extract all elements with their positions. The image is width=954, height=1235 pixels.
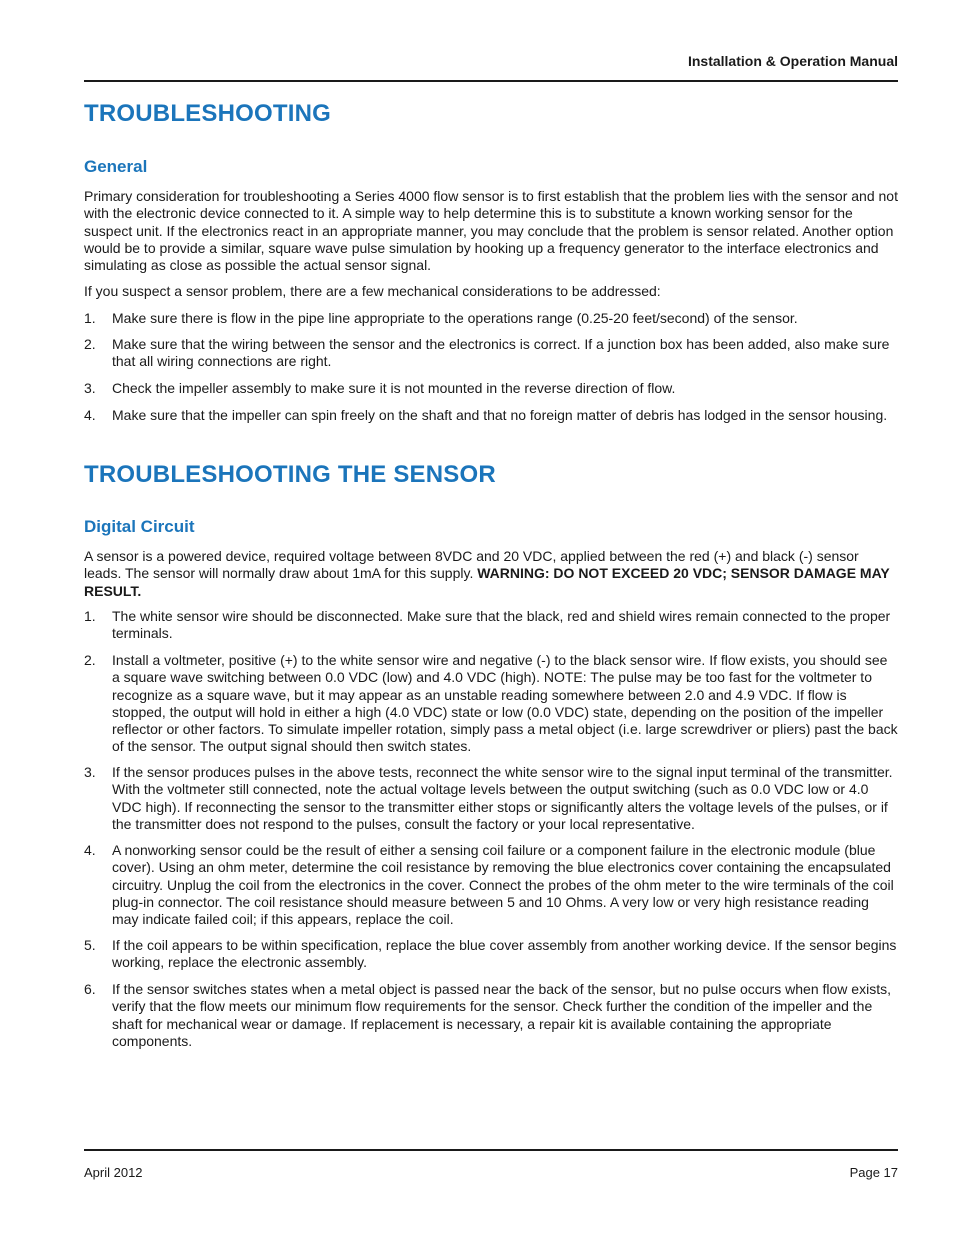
list-number: 3. [84,380,96,396]
subsection-title-digital-circuit: Digital Circuit [84,517,195,536]
list-number: 6. [84,981,96,997]
list-text: The white sensor wire should be disconnected. Make sure that the black, red and shield wires remain connected to the proper terminals. [112,608,891,642]
list-number: 2. [84,336,96,352]
section-title-troubleshooting: TROUBLESHOOTING [84,100,331,127]
list-item [84,842,898,928]
footer-rule [84,1149,898,1151]
list-number: 5. [84,937,96,953]
list-text: A nonworking sensor could be the result of either a sensing coil failure or a component failure in the electronic module (blue cover). Using an ohm meter, determine the coil resistance by removing the blue electronics cover containing the encapsulated circuitry. Unplug the coil from the electronics in the cover. Connect the probes of the ohm meter to the wire terminals of the coil plug-in connector. The coil resistance should measure between 5 and 10 Ohms. A very low or very high resistance reading may indicate failed coil; if this appears, replace the coil. [112,842,894,928]
digital-intro [84,548,898,600]
list-text: Install a voltmeter, positive (+) to the white sensor wire and negative (-) to the black sensor wire. If flow exists, you should see a square wave switching between 0.0 VDC (low) and 4.0 VDC (high). NOTE: The pulse may be too fast for the voltmeter to recognize as a square wave, but it may appear as an unstable reading somewhere between 2.0 and 4.9 VDC. If flow is stopped, the output will hold in either a high (4.0 VDC) state or low (0.0 VDC) state, depending on the position of the impeller reflector or other factors. To simulate impeller rotation, simply pass a metal object (i.e. large screwdriver or pliers) past the back of the sensor. The output signal should then switch states. [112,652,898,755]
list-item [84,608,898,643]
warning-text: WARNING: DO NOT EXCEED 20 VDC; SENSOR DAMAGE MAY RESULT. [84,565,890,599]
footer-date: April 2012 [84,1165,143,1180]
list-number: 4. [84,407,96,423]
list-text: Make sure that the impeller can spin freely on the shaft and that no foreign matter of debris has lodged in the sensor housing. [112,407,888,423]
header-rule [84,80,898,82]
list-item [84,310,898,327]
subsection-title-general: General [84,157,148,176]
list-number: 4. [84,842,96,858]
mechanical-intro: If you suspect a sensor problem, there are a few mechanical considerations to be addressed: [84,283,661,299]
list-text: Make sure there is flow in the pipe line appropriate to the operations range (0.25-20 feet/second) of the sensor. [112,310,798,326]
footer-page-number: Page 17 [849,1165,898,1180]
list-text: Make sure that the wiring between the sensor and the electronics is correct. If a junction box has been added, also make sure that all wiring connections are right. [112,336,890,370]
list-number: 2. [84,652,96,668]
digital-intro-text: A sensor is a powered device, required voltage between 8VDC and 20 VDC, applied between the red (+) and black (-) sensor leads. The sensor will normally draw about 1mA for this supply. [84,548,859,582]
list-text: If the coil appears to be within specification, replace the blue cover assembly from another working device. If the sensor begins working, replace the electronic assembly. [112,937,897,971]
general-paragraph: Primary consideration for troubleshooting a Series 4000 flow sensor is to first establish that the problem lies with the sensor and not with the electronic device connected to it. A simple way to help determine this is to substitute a known working sensor for the suspect unit. If the electronics react in an appropriate manner, you may conclude that the problem is sensor related. Another option would be to provide a similar, square wave pulse simulation by hooking up a frequency generator to the interface electronics and simulating as close as possible the actual sensor signal. [84,188,898,274]
list-item [84,407,898,424]
list-number: 1. [84,608,96,624]
list-text: If the sensor produces pulses in the above tests, reconnect the white sensor wire to the signal input terminal of the transmitter. With the voltmeter still connected, note the actual voltage levels between the output switching (such as 0.0 VDC low or 4.0 VDC high). If reconnecting the sensor to the transmitter either stops or significantly alters the voltage levels of the pulses, or if the transmitter does not respond to the pulses, consult the factory or your local representative. [112,764,893,832]
list-number: 3. [84,764,96,780]
list-item [84,380,898,397]
list-item [84,981,898,1050]
list-item [84,937,898,972]
list-item [84,652,898,756]
list-number: 1. [84,310,96,326]
list-text: If the sensor switches states when a metal object is passed near the back of the sensor, but no pulse occurs when flow exists, verify that the flow meets our minimum flow requirements for the sensor. Check further the condition of the impeller and the shaft for mechanical wear or damage. If replacement is necessary, a repair kit is available containing the appropriate components. [112,981,891,1049]
list-item [84,764,898,833]
list-text: Check the impeller assembly to make sure it is not mounted in the reverse direction of flow. [112,380,676,396]
header-title: Installation & Operation Manual [687,53,898,69]
section-title-troubleshooting-sensor: TROUBLESHOOTING THE SENSOR [84,461,496,488]
list-item [84,336,898,371]
